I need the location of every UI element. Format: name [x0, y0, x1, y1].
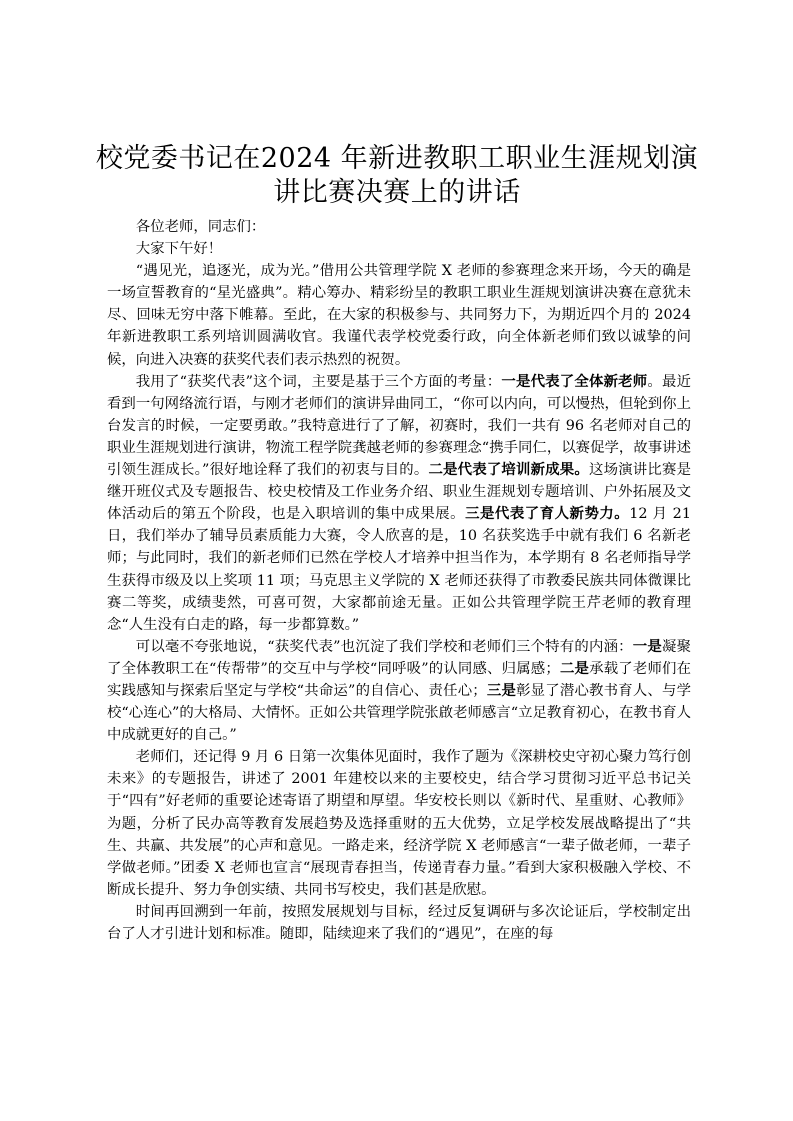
paragraph-3-text: 承载了老师们在实践感知与探索后坚定与学校“共命运”的自信心、责任心；	[107, 660, 691, 699]
salutation: 各位老师，同志们：	[135, 219, 266, 235]
paragraph-2-text: 。最近看到一句网络流行语，与刚才老师们的演讲异曲同工，“你可以内向，可以慢热，但轮到你上台发言的时候，一定要勇敢。”我特意进行了了解，初赛时，我们一共有 96 名老师对自己的职业生涯规划进行演讲，物流工程学院龚越老师的参赛理念“携手同仁，以赛促学，故事讲述引领生涯成长。”很好地诠释了我们的初衷与目的。	[107, 373, 691, 479]
paragraph-3-bold: 三是	[486, 681, 517, 699]
paragraph-1: “遇见光，追逐光，成为光。”借用公共管理学院 X 老师的参赛理念来开场，今天的确是一场宣誓教育的“星光盛典”。精心筹办、精彩纷呈的教职工职业生涯规划演讲决赛在意犹未尽、回味无穷中落下帷幕。至此，在大家的积极参与、共同努力下，为期近四个月的 2024 年新进教职工系列培训圆满收官。我谨代表学校党委行政，向全体新老师们致以诚挚的问候，向进入决赛的获奖代表们表示热烈的祝贺。	[107, 263, 691, 368]
paragraph-2-text: 12 月 21 日，我们举办了辅导员素质能力大赛，令人欣喜的是，10 名获奖选手中就有我们 6 名新老师；与此同时，我们的新老师们已然在学校人才培养中担当作为，本学期有 8 名老师指导学生获得市级及以上奖项 11 项；马克思主义学院的 X 老师还获得了市教委民族共同体微课比赛二等奖，成绩斐然，可喜可贺，大家都前途无量。正如公共管理学院王芹老师的教育理念“人生没有白走的路，每一步都算数。”	[107, 506, 691, 633]
document-body	[107, 216, 691, 945]
paragraph-3-bold: 二是	[559, 659, 590, 677]
paragraph-5: 时间再回溯到一年前，按照发展规划与目标，经过反复调研与多次论证后，学校制定出台了人才引进计划和标准。随即，陆续迎来了我们的“遇见”，在座的每	[107, 903, 691, 942]
document-title: 校党委书记在2024 年新进教职工职业生涯规划演讲比赛决赛上的讲话	[95, 143, 699, 208]
paragraph-3-bold: 一是	[632, 637, 662, 655]
paragraph-2-bold: 二是代表了培训新成果。	[428, 461, 589, 479]
paragraph-3	[107, 636, 691, 746]
greeting: 大家下午好！	[135, 241, 223, 258]
paragraph-3-text: 凝聚了全体教职工在“传帮带”的交互中与学校“同呼吸”的认同感、归属感；	[107, 638, 691, 677]
paragraph-2-text: 这场演讲比赛是继开班仪式及专题报告、校史校情及工作业务介绍、职业生涯规划专题培训、户外拓展及文体活动后的第五个阶段，也是入职培训的集中成果展。	[107, 462, 691, 523]
paragraph-2-bold: 三是代表了育人新势力。	[465, 505, 630, 523]
paragraph-2	[107, 371, 691, 636]
paragraph-2-bold: 一是代表了全体新老师	[501, 372, 648, 390]
paragraph-3-text: 彰显了潜心教书育人、与学校“心连心”的大格局、大情怀。正如公共管理学院张啟老师感言“立足教育初心，在教书育人中成就更好的自己。”	[107, 682, 691, 744]
paragraph-2-text: 我用了“获奖代表”这个词，主要是基于三个方面的考量：	[135, 373, 502, 390]
paragraph-3-text: 可以毫不夸张地说，“获奖代表”也沉淀了我们学校和老师们三个特有的内涵：	[135, 638, 633, 655]
paragraph-4: 老师们，还记得 9 月 6 日第一次集体见面时，我作了题为《深耕校史守初心聚力笃行创未来》的专题报告，讲述了 2001 年建校以来的主要校史，结合学习贯彻习近平总书记关于“四有”好老师的重要论述寄语了期望和厚望。华安校长则以《新时代、星重财、心教师》为题，分析了民办高等教育发展趋势及选择重财的五大优势，立足学校发展战略提出了“共生、共赢、共发展”的心声和意见。一路走来，经济学院 X 老师感言“一辈子做老师，一辈子学做老师。”团委 X 老师也宣言“展现青春担当，传递青春力量。”看到大家积极融入学校、不断成长提升、努力争创实绩、共同书写校史，我们甚是欣慰。	[107, 749, 691, 898]
